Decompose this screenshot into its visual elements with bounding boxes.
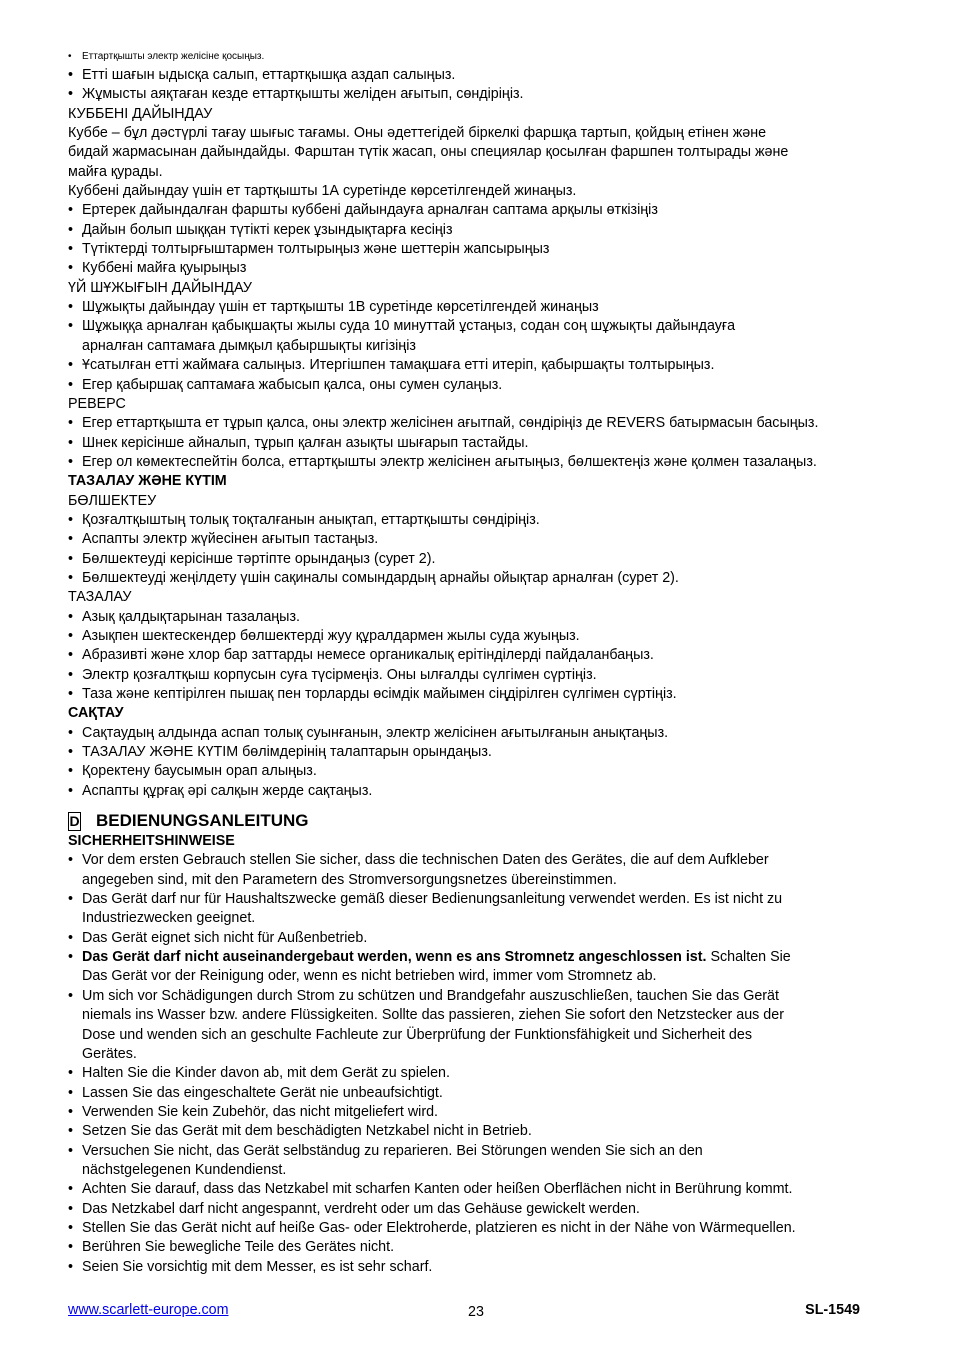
list-item bbox=[68, 1200, 886, 1219]
text-line: Егер ол көмектеспейтін болса, еттартқышты электр желісінен ағытыңыз, бөлшектеңіз және қолмен bbox=[82, 453, 740, 470]
text-line: Ұсатылған етті жаймаға салыңыз. Итергішпен тамақшаға етті итеріп, қабыршақты толтырыңыз. bbox=[82, 357, 715, 374]
list-item bbox=[68, 356, 886, 375]
bold-warning: Das Gerät darf nicht auseinandergebaut werden, wenn es ans Stromnetz angeschlossen ist. bbox=[82, 949, 707, 966]
text-line: Егер еттартқышта ет тұрып қалса, оны электр желісінен ағытпай, сөндіріңіз де REVERS батырмасын bbox=[82, 415, 753, 432]
storage-list bbox=[68, 724, 886, 801]
kz-top-list bbox=[68, 48, 886, 105]
list-item: • Электр қозғалтқыш корпусын суға түсірмеңіз. Оны ылғалды сүлгімен сүртіңіз. bbox=[68, 666, 886, 685]
website-link[interactable]: www.scarlett-europe.com bbox=[68, 1302, 229, 1318]
list-item bbox=[68, 1180, 886, 1199]
list-item: • Таза және кептірілген пышақ пен торларды өсімдік майымен сіңдірілген сүлгімен сүртіңіз. bbox=[68, 685, 886, 704]
text-line: Шұжыққа арналған қабықшақты жылы суда 10 минуттай ұстаңыз, содан соң шұжықты дайындауға bbox=[82, 318, 736, 335]
text-line: Das Gerät eignet sich nicht für Außenbetrieb. bbox=[82, 929, 368, 946]
text-line: niemals ins Wasser bzw. andere Flüssigkeiten. Sollte das passieren, ziehen Sie sofort den Netzstecker aus der bbox=[82, 1007, 784, 1024]
safety-list bbox=[68, 851, 886, 1277]
list-item bbox=[68, 987, 886, 1064]
text-line: Das Netzkabel darf nicht angespannt, verdreht oder um das Gehäuse gewickelt werden. bbox=[82, 1200, 640, 1217]
list-item bbox=[68, 317, 886, 356]
sausage-list bbox=[68, 298, 886, 395]
list-item: • Дайын болып шыққан түтікті керек ұзындықтарға кесіңіз bbox=[68, 221, 886, 240]
page-footer bbox=[68, 1302, 860, 1322]
list-item: • Аспапты электр жүйесінен ағытып тастаңыз. bbox=[68, 530, 886, 549]
text-line: Шнек керісінше айналып, тұрып қалған азықты шығарып тастайды. bbox=[82, 434, 529, 451]
text-line: арналған саптамаға дымқыл қабыршықты кигізіңіз bbox=[82, 337, 416, 354]
list-item bbox=[68, 1064, 886, 1083]
text-line: Lassen Sie das eingeschaltete Gerät nie unbeaufsichtigt. bbox=[82, 1084, 443, 1101]
de-section-title: BEDIENUNGSANLEITUNG bbox=[96, 811, 309, 831]
list-item: • Қоректену баусымын орап алыңыз. bbox=[68, 762, 886, 781]
list-item bbox=[68, 1238, 886, 1257]
list-item bbox=[68, 1122, 886, 1141]
list-item: • ТАЗАЛАУ ЖӘНЕ КҮТІМ бөлімдерінің талаптарын орындаңыз. bbox=[68, 743, 886, 762]
text-line: бидай жармасынан дайындайды. Фарштан түтік жасап, оны специялар қосылған фаршпен толтырады және bbox=[68, 144, 789, 161]
text-line: Halten Sie die Kinder davon ab, mit dem Gerät zu spielen. bbox=[82, 1065, 450, 1082]
text-line: Шұжықты дайындау үшін ет тартқышты 1В суретінде көрсетілгендей жинаңыз bbox=[82, 299, 599, 316]
list-item: • Бөлшектеуді керісінше тәртіпте орындаңыз (сурет 2). bbox=[68, 550, 886, 569]
text-line: Das Gerät darf nur für Haushaltszwecke gemäß dieser Bedienungsanleitung verwendet werden. Es ist nicht zu bbox=[82, 891, 783, 908]
text-line: angegeben sind, mit den Parametern des Stromversorgungsnetzes übereinstimmen. bbox=[82, 871, 617, 888]
list-item: • Ертерек дайындалған фаршты куббені дайындауға арналған саптама арқылы өткізіңіз bbox=[68, 201, 886, 220]
list-item bbox=[68, 414, 886, 433]
list-item: • Сақтаудың алдында аспап толық суынғанын, электр желісінен ағытылғанын анықтаңыз. bbox=[68, 724, 886, 743]
list-item: • Етті шағын ыдысқа салып, еттартқышқа аздап салыңыз. bbox=[68, 66, 886, 85]
list-item bbox=[68, 298, 886, 317]
text-line: Gerätes. bbox=[82, 1045, 137, 1062]
list-item: • Жұмысты аяқтаған кезде еттартқышты желіден ағытып, сөндіріңіз. bbox=[68, 85, 886, 104]
text-line: тазалаңыз. bbox=[743, 453, 817, 470]
list-item: • Азықпен шектескендер бөлшектерді жуу құралдармен жылы суда жуыңыз. bbox=[68, 627, 886, 646]
document-page bbox=[68, 48, 886, 1277]
text-line: Setzen Sie das Gerät mit dem beschädigten Netzkabel nicht in Betrieb. bbox=[82, 1123, 532, 1140]
kubbe-intro bbox=[68, 124, 886, 201]
list-item bbox=[68, 1142, 886, 1181]
text-line: Industriezwecken geeignet. bbox=[82, 910, 256, 927]
safety-heading: SICHERHEITSHINWEISE bbox=[68, 833, 235, 850]
storage-heading: САҚТАУ bbox=[68, 705, 124, 722]
text-line: Егер қабыршақ саптамаға жабысып қалса, оны сумен сулаңыз. bbox=[82, 376, 503, 393]
reverse-heading: РЕВЕРС bbox=[68, 395, 126, 412]
text-line: Schalten Sie bbox=[706, 949, 791, 966]
sausage-heading: ҮЙ ШҰЖЫҒЫН ДАЙЫНДАУ bbox=[68, 279, 252, 296]
text-line: басыңыз. bbox=[756, 415, 819, 432]
list-item bbox=[68, 434, 886, 453]
list-item: • Бөлшектеуді жеңілдету үшін сақиналы сомындардың арнайы ойықтар арналған (сурет 2). bbox=[68, 569, 886, 588]
list-item bbox=[68, 948, 886, 987]
text-line: Seien Sie vorsichtig mit dem Messer, es ist sehr scharf. bbox=[82, 1258, 433, 1275]
list-item: • Абразивті және хлор бар заттарды немесе органикалық ерітінділерді пайдаланбаңыз. bbox=[68, 646, 886, 665]
list-item: • Қозғалтқыштың толық тоқталғанын анықтап, еттартқышты сөндіріңіз. bbox=[68, 511, 886, 530]
list-item: • Түтіктерді толтырғыштармен толтырыңыз және шеттерін жапсырыңыз bbox=[68, 240, 886, 259]
model-number: SL-1549 bbox=[805, 1302, 860, 1318]
cleaning-list bbox=[68, 608, 886, 705]
text-line: Куббені дайындау үшін ет тартқышты 1А суретінде көрсетілгендей жинаңыз. bbox=[68, 183, 577, 200]
list-item bbox=[68, 851, 886, 890]
kubbe-heading: КУББЕНІ ДАЙЫНДАУ bbox=[68, 105, 213, 122]
text-line: Achten Sie darauf, dass das Netzkabel mit scharfen Kanten oder heißen Oberflächen nicht in Berührung kommt. bbox=[82, 1181, 793, 1198]
list-item bbox=[68, 376, 886, 395]
text-line: Versuchen Sie nicht, das Gerät selbständug zu reparieren. Bei Störungen wenden Sie sich an den bbox=[82, 1142, 703, 1159]
list-item: • Аспапты құрғақ әрі салқын жерде сақтаңыз. bbox=[68, 782, 886, 801]
cleaning-heading: ТАЗАЛАУ bbox=[68, 589, 132, 606]
text-line: майға қурады. bbox=[68, 163, 163, 180]
text-line: Verwenden Sie kein Zubehör, das nicht mitgeliefert wird. bbox=[82, 1103, 439, 1120]
page-number: 23 bbox=[468, 1304, 484, 1320]
language-flag-d: D bbox=[69, 812, 80, 829]
kubbe-list bbox=[68, 201, 886, 278]
text-line: Um sich vor Schädigungen durch Strom zu schützen und Brandgefahr auszuschließen, tauchen Sie das Gerät bbox=[82, 987, 779, 1004]
list-item bbox=[68, 1084, 886, 1103]
disassembly-list bbox=[68, 511, 886, 588]
text-line: Stellen Sie das Gerät nicht auf heiße Gas- oder Elektroherde, platzieren es nicht in der Nähe von Wärmequellen. bbox=[82, 1219, 796, 1236]
list-item bbox=[68, 1219, 886, 1238]
text-line: Dose und wenden sich an geschulte Fachleute zur Überprüfung der Funktionsfähigkeit und Sicherheit des bbox=[82, 1026, 752, 1043]
reverse-list bbox=[68, 414, 886, 472]
list-item bbox=[68, 890, 886, 929]
list-item bbox=[68, 1258, 886, 1277]
list-item: • Азық қалдықтарынан тазалаңыз. bbox=[68, 608, 886, 627]
de-section-header bbox=[68, 810, 886, 832]
text-line: Vor dem ersten Gebrauch stellen Sie sicher, dass die technischen Daten des Gerätes, die auf dem Aufkleber bbox=[82, 852, 769, 869]
disassembly-heading: БӨЛШЕКТЕУ bbox=[68, 492, 157, 509]
text-line: nächstgelegenen Kundendienst. bbox=[82, 1161, 287, 1178]
list-item bbox=[68, 453, 886, 472]
list-item: • Куббені майға қуырыңыз bbox=[68, 259, 886, 278]
text-line: Куббе – бұл дәстүрлі тағау шығыс тағамы. Оны әдеттегідей біркелкі фаршқа тартып, қойдың етінен және bbox=[68, 125, 767, 142]
care-heading: ТАЗАЛАУ ЖӘНЕ КҮТІМ bbox=[68, 473, 227, 490]
list-item: • Еттартқышты электр желісіне қосыңыз. bbox=[68, 48, 886, 66]
text-line: Berühren Sie bewegliche Teile des Gerätes nicht. bbox=[82, 1239, 395, 1256]
list-item bbox=[68, 1103, 886, 1122]
text-line: Das Gerät vor der Reinigung oder, wenn es nicht betrieben wird, immer vom Stromnetz ab. bbox=[82, 968, 657, 985]
list-item bbox=[68, 929, 886, 948]
